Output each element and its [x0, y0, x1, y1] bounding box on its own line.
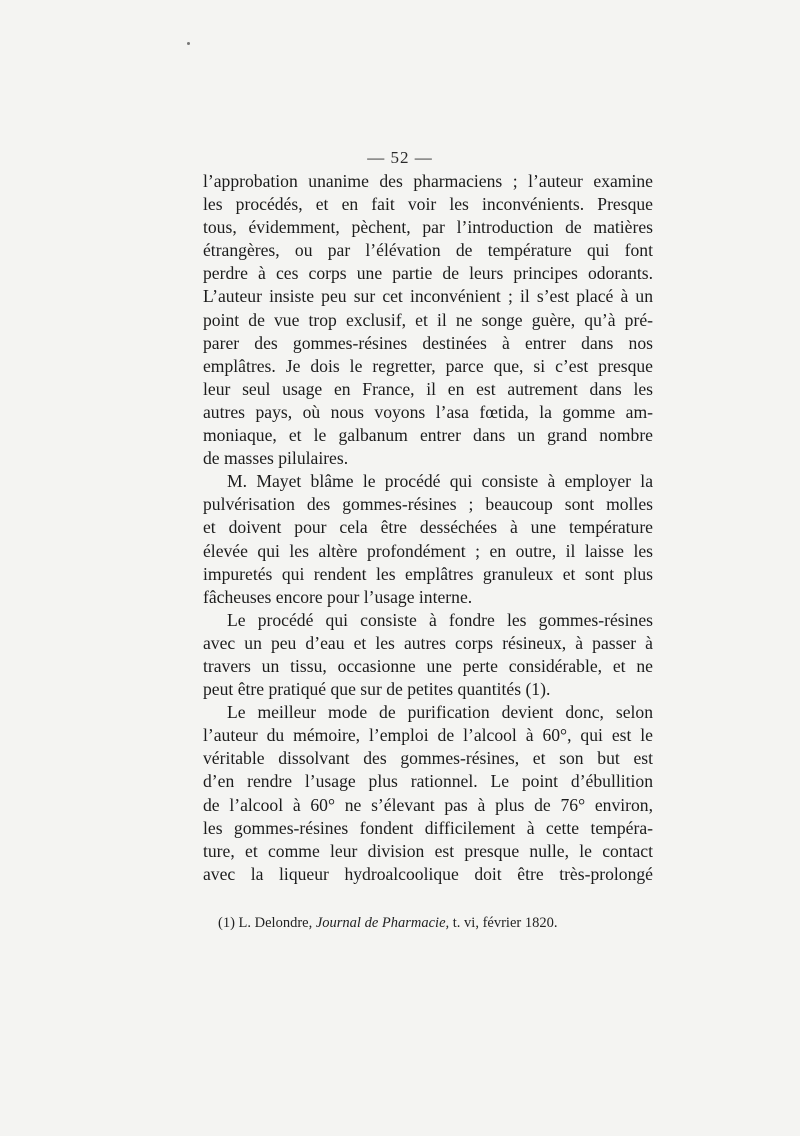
text-line: travers un tissu, occasionne une perte considérable, et ne [203, 655, 653, 676]
text-line: point de vue trop exclusif, et il ne songe guère, qu’à pré- [203, 309, 653, 330]
text-line: l’approbation unanime des pharmaciens ; l’auteur examine [203, 171, 653, 191]
text-line: parer des gommes-résines destinées à entrer dans nos [203, 332, 653, 353]
ink-speck [187, 42, 190, 45]
text-line: moniaque, et le galbanum entrer dans un grand nombre [203, 425, 653, 446]
text-line: Le meilleur mode de purification devient donc, selon [227, 702, 653, 723]
text-line: élevée qui les altère profondément ; en outre, il laisse les [203, 540, 653, 561]
footnote-marker: (1) L. Delondre, [218, 915, 313, 931]
text-line: tous, évidemment, pèchent, par l’introduction de matières [203, 217, 653, 238]
text-line: pulvérisation des gommes-résines ; beaucoup sont molles [203, 494, 653, 515]
text-line: fâcheuses encore pour l’usage interne. [203, 586, 473, 607]
text-line: ture, et comme leur division est presque nulle, le contact [203, 840, 653, 861]
footnote [218, 913, 618, 933]
text-line: véritable dissolvant des gommes-résines, et son but est [203, 748, 653, 769]
text-line: L’auteur insiste peu sur cet inconvénient ; il s’est placé à un [203, 286, 653, 307]
footnote-reference: t. vi, février 1820. [452, 915, 558, 931]
text-line: les procédés, et en fait voir les inconvénients. Presque [203, 194, 653, 215]
text-line: de l’alcool à 60° ne s’élevant pas à plus de 76° environ, [203, 794, 653, 815]
text-line: perdre à ces corps une partie de leurs principes odorants. [203, 263, 653, 284]
text-line: d’en rendre l’usage plus rationnel. Le point d’ébullition [203, 771, 653, 792]
text-line: avec un peu d’eau et les autres corps résineux, à passer à [203, 632, 653, 653]
text-line: leur seul usage en France, il en est autrement dans les [203, 378, 653, 399]
text-line: de masses pilulaires. [203, 448, 349, 469]
text-line: Le procédé qui consiste à fondre les gommes-résines [227, 609, 653, 630]
text-line: les gommes-résines fondent difficilement à cette tempéra- [203, 817, 653, 838]
text-line: l’auteur du mémoire, l’emploi de l’alcool à 60°, qui est le [203, 725, 653, 746]
text-line: étrangères, ou par l’élévation de température qui font [203, 240, 653, 261]
text-line: peut être pratiqué que sur de petites quantités (1). [203, 679, 551, 700]
text-line: et doivent pour cela être desséchées à une température [203, 517, 653, 538]
text-line: autres pays, où nous voyons l’asa fœtida, la gomme am- [203, 401, 653, 422]
footnote-journal-title: Journal de Pharmacie, [315, 915, 450, 931]
text-line: emplâtres. Je dois le regretter, parce que, si c’est presque [203, 355, 653, 376]
page-number: — 52 — [367, 148, 433, 167]
text-line: impuretés qui rendent les emplâtres granuleux et sont plus [203, 563, 653, 584]
text-line: avec la liqueur hydroalcoolique doit être très-prolongé [203, 863, 653, 884]
text-line: M. Mayet blâme le procédé qui consiste à employer la [227, 471, 653, 492]
body-text [203, 170, 653, 886]
